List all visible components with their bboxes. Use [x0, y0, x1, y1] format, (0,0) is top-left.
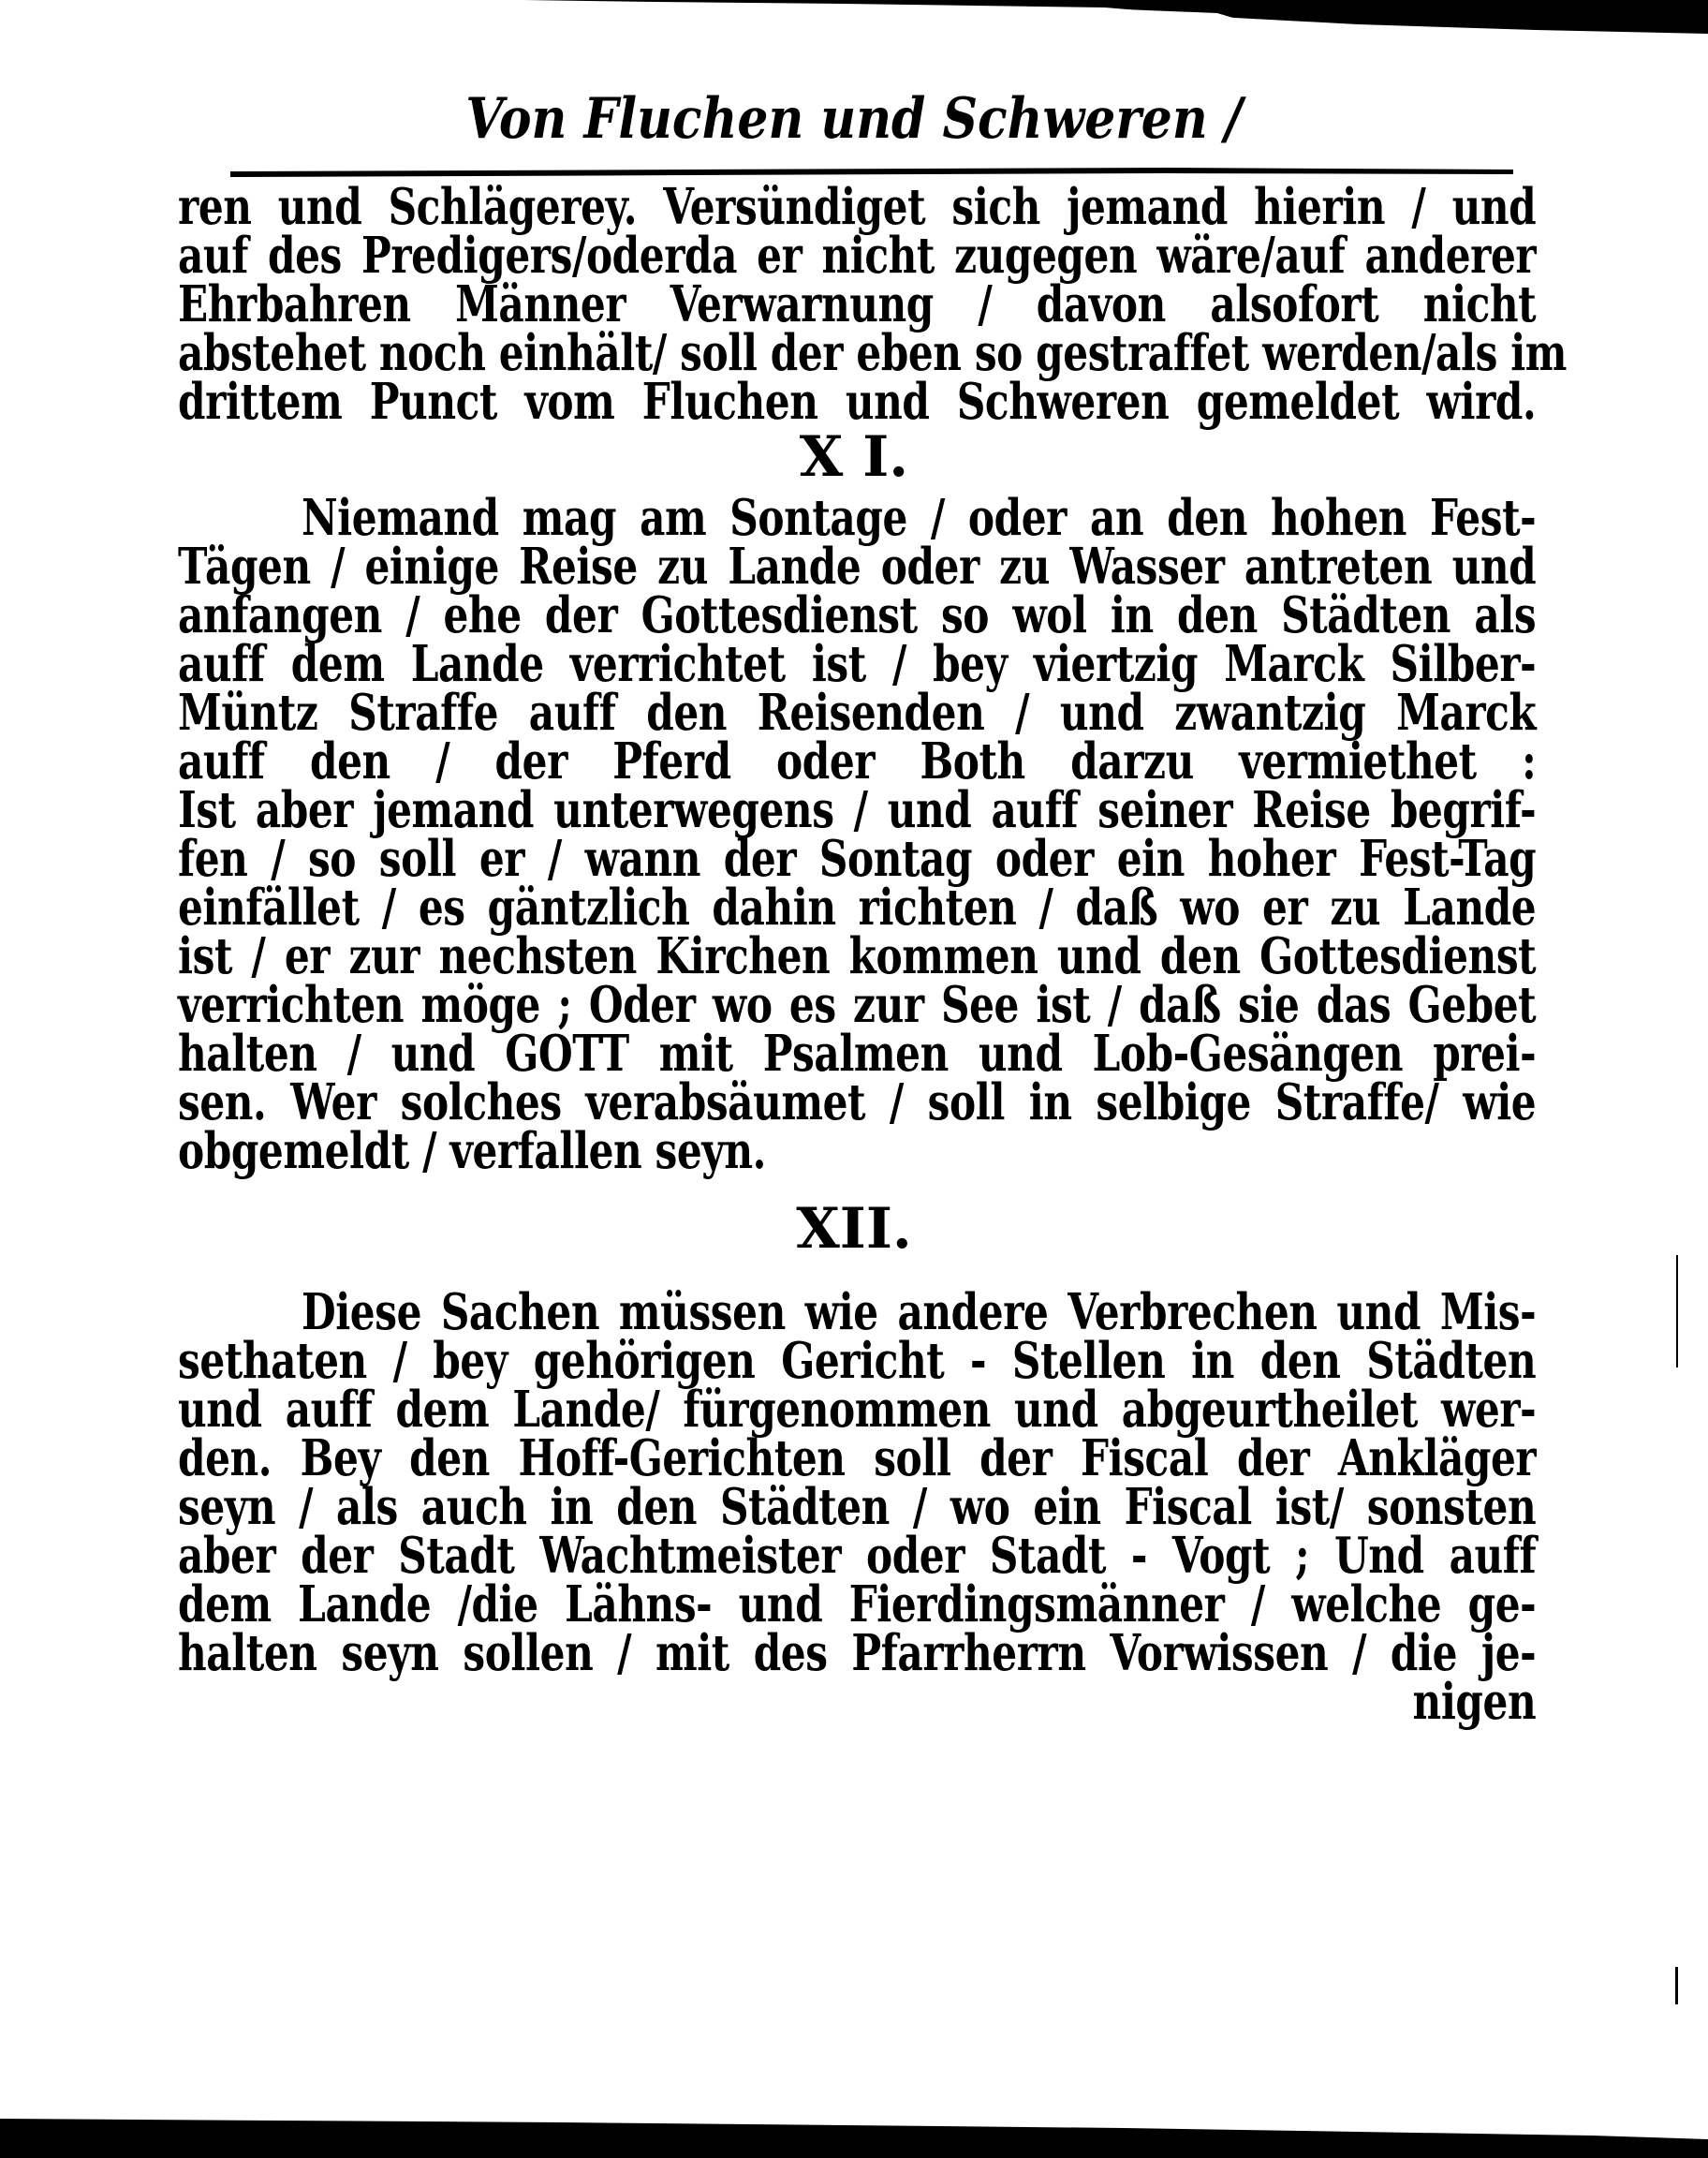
section-heading-xi: X I. — [799, 424, 909, 490]
text-line: verrichten möge ; Oder wo es zur See ist / daß sie das Gebet — [178, 975, 1537, 1035]
text-line: auff den / der Pferd oder Both darzu vermiethet : — [178, 732, 1537, 791]
text-line: ist / er zur nechsten Kirchen kommen und den Gottesdienst — [178, 926, 1537, 986]
text-line: halten / und GOTT mit Psalmen und Lob-Gesängen prei- — [178, 1024, 1537, 1084]
scan-edge-bottom — [0, 2107, 1708, 2158]
text-line: anfangen / ehe der Gottesdienst so wol in den Städten als — [178, 585, 1537, 645]
body-text — [178, 177, 1568, 1732]
text-line: seyn / als auch in den Städten / wo ein Fiscal ist/ sonsten — [178, 1477, 1537, 1537]
text-line: Niemand mag am Sontage / oder an den hohen Fest- — [302, 488, 1537, 548]
text-line: aber der Stadt Wachtmeister oder Stadt - Vogt ; Und auff — [178, 1526, 1537, 1586]
section-xi-paragraph — [178, 488, 1537, 1181]
text-line: Ehrbahren Männer Verwarnung / davon alsofort nicht — [178, 274, 1537, 334]
text-line: sethaten / bey gehörigen Gericht - Stellen in den Städten — [178, 1331, 1537, 1391]
text-line: Ist aber jemand unterwegens / und auff seiner Reise begrif- — [178, 780, 1537, 840]
head-rule-divider — [230, 163, 1513, 172]
text-line: obgemeldt / verfallen seyn. — [178, 1121, 766, 1181]
text-line: fen / so soll er / wann der Sontag oder ein hoher Fest-Tag — [178, 829, 1537, 889]
section-heading-xii: XII. — [796, 1196, 912, 1262]
text-line: und auff dem Lande/ fürgenommen und abgeurtheilet wer- — [178, 1380, 1537, 1440]
text-line: abstehet noch einhält/ soll der eben so gestraffet werden/als im — [178, 323, 1568, 383]
text-line: drittem Punct vom Fluchen und Schweren gemeldet wird. — [178, 372, 1537, 432]
section-xii-paragraph — [178, 1282, 1537, 1683]
running-head: Von Fluchen und Schweren / — [465, 86, 1243, 153]
text-line: einfället / es gäntzlich dahin richten / daß wo er zu Lande — [178, 878, 1537, 938]
text-line: den. Bey den Hoff-Gerichten soll der Fiscal der Ankläger — [178, 1428, 1537, 1488]
text-line: auf des Predigers/oderda er nicht zugegen wäre/auf anderer — [178, 226, 1537, 286]
text-line: dem Lande /die Lähns- und Fierdingsmänner / welche ge- — [178, 1574, 1537, 1634]
text-line: ren und Schlägerey. Versündiget sich jemand hierin / und — [178, 177, 1537, 237]
scan-edge-right — [1674, 1255, 1680, 2117]
catchword: nigen — [1412, 1672, 1537, 1732]
text-line: auff dem Lande verrichtet ist / bey viertzig Marck Silber- — [178, 634, 1537, 694]
text-line: sen. Wer solches verabsäumet / soll in selbige Straffe/ wie — [178, 1072, 1537, 1132]
text-line: Tägen / einige Reise zu Lande oder zu Wasser antreten und — [178, 537, 1537, 597]
continuation-paragraph — [178, 177, 1568, 432]
text-line: Diese Sachen müssen wie andere Verbrechen und Mis- — [302, 1282, 1537, 1342]
scan-edge-top — [0, 0, 1708, 37]
text-line: Müntz Straffe auff den Reisenden / und zwantzig Marck — [178, 683, 1537, 743]
text-line: halten seyn sollen / mit des Pfarrherrn Vorwissen / die je- — [178, 1623, 1537, 1683]
